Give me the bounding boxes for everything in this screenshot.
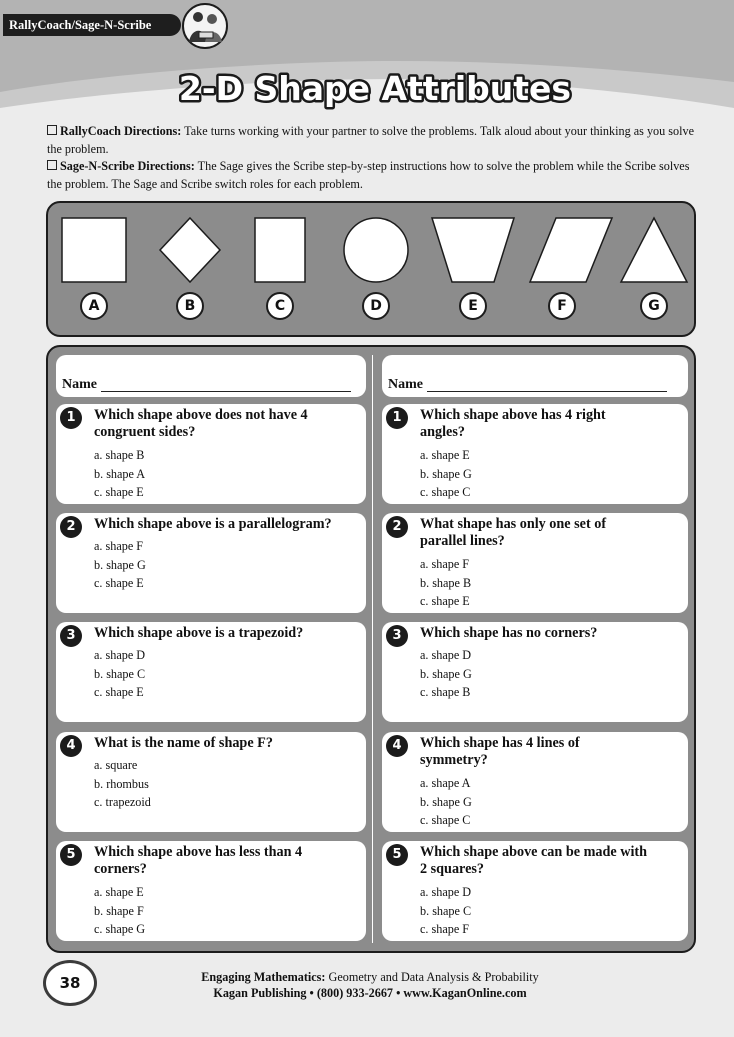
answer-options — [94, 756, 151, 812]
answer-option[interactable]: a. shape A — [420, 776, 471, 790]
answer-option[interactable]: c. shape F — [420, 922, 470, 936]
name-field-left[interactable] — [56, 355, 366, 397]
answer-options — [420, 646, 472, 702]
shapes-panel — [46, 201, 696, 337]
question-card — [56, 513, 366, 613]
question-card — [56, 404, 366, 504]
answer-option[interactable]: c. shape E — [420, 594, 470, 608]
question-number: 5 — [386, 844, 408, 866]
question-number: 4 — [386, 735, 408, 757]
answer-option[interactable]: b. shape C — [420, 903, 472, 918]
question-card — [382, 404, 688, 504]
column-divider — [372, 355, 373, 943]
sage-n-scribe-directions: Sage-N-Scribe Directions: The Sage gives the Scribe step-by-step instructions how to solve the problem while the Scribe solves the problem. The Sage and Scribe switch roles for each problem. — [47, 159, 690, 191]
answer-option[interactable]: c. shape E — [94, 685, 144, 699]
book-title: Engaging Mathematics: Geometry and Data Analysis & Probability — [201, 970, 539, 984]
answer-option[interactable]: c. shape G — [94, 922, 146, 936]
name-line — [427, 391, 667, 392]
question-text: Which shape above is a trapezoid? — [94, 625, 304, 641]
shape-label-e: E — [459, 292, 487, 320]
square-shape — [62, 218, 126, 282]
question-number: 3 — [60, 625, 82, 647]
question-text: Which shape above can be made with 2 squares? — [420, 844, 648, 877]
shape-label-f: F — [548, 292, 576, 320]
answer-option[interactable]: b. shape A — [94, 466, 146, 481]
answer-option[interactable]: c. shape B — [420, 685, 471, 699]
question-text: What is the name of shape F? — [94, 735, 273, 751]
answer-options — [420, 555, 471, 611]
answer-option[interactable]: a. square — [94, 758, 138, 772]
answer-option[interactable]: b. shape F — [94, 903, 144, 918]
question-card — [382, 841, 688, 941]
shape-label-c: C — [266, 292, 294, 320]
answer-option[interactable]: a. shape D — [94, 648, 146, 662]
question-number: 3 — [386, 625, 408, 647]
answer-option[interactable]: c. shape E — [94, 576, 144, 590]
question-text: Which shape has 4 lines of symmetry? — [420, 735, 580, 768]
question-text: Which shape above has 4 right angles? — [420, 407, 606, 440]
shape-label-b: B — [176, 292, 204, 320]
question-number: 2 — [60, 516, 82, 538]
rallycoach-directions: RallyCoach Directions: Take turns working with your partner to solve the problems. Talk aloud about your thinking as you solve the problem. — [47, 124, 694, 156]
questions-panel — [46, 345, 696, 953]
question-number: 1 — [386, 407, 408, 429]
answer-option[interactable]: b. shape G — [94, 557, 146, 572]
page-title-text: 2-D Shape Attributes — [178, 69, 572, 108]
answer-option[interactable]: a. shape F — [94, 539, 144, 553]
question-card — [56, 622, 366, 722]
answer-option[interactable]: a. shape F — [420, 557, 470, 571]
question-text: Which shape above is a parallelogram? — [94, 516, 332, 532]
answer-options — [420, 774, 472, 830]
page-title — [150, 62, 600, 112]
name-field-right[interactable] — [382, 355, 688, 397]
shape-label-g: G — [640, 292, 668, 320]
answer-option[interactable]: a. shape E — [420, 448, 470, 462]
rhombus-shape — [160, 218, 220, 282]
name-line — [101, 391, 351, 392]
people-icon — [177, 2, 233, 50]
question-number: 1 — [60, 407, 82, 429]
answer-options — [94, 446, 145, 502]
answer-option[interactable]: c. shape E — [94, 485, 144, 499]
checkbox-icon — [47, 160, 57, 170]
answer-option[interactable]: b. shape B — [420, 575, 472, 590]
question-text: What shape has only one set of parallel lines? — [420, 516, 607, 549]
question-number: 2 — [386, 516, 408, 538]
shape-label-d: D — [362, 292, 390, 320]
footer — [160, 969, 580, 1001]
question-number: 4 — [60, 735, 82, 757]
answer-option[interactable]: b. shape G — [420, 666, 472, 681]
answer-options — [94, 646, 145, 702]
answer-option[interactable]: a. shape B — [94, 448, 145, 462]
rectangle-shape — [255, 218, 305, 282]
answer-option[interactable]: c. trapezoid — [94, 795, 151, 809]
question-card — [382, 622, 688, 722]
question-number: 5 — [60, 844, 82, 866]
page-number: 38 — [43, 960, 97, 1006]
answer-option[interactable]: a. shape D — [420, 648, 472, 662]
name-label: Name — [62, 377, 97, 392]
circle-shape — [344, 218, 408, 282]
answer-options — [94, 883, 145, 939]
answer-option[interactable]: a. shape D — [420, 885, 472, 899]
question-card — [56, 841, 366, 941]
answer-options — [420, 883, 471, 939]
question-text: Which shape above has less than 4 corners? — [94, 844, 303, 877]
question-card — [382, 732, 688, 832]
name-label: Name — [388, 377, 423, 392]
answer-options — [420, 446, 472, 502]
answer-option[interactable]: b. shape G — [420, 794, 472, 809]
question-card — [382, 513, 688, 613]
answer-option[interactable]: b. shape C — [94, 666, 146, 681]
triangle-shape — [621, 218, 687, 282]
question-text: Which shape has no corners? — [420, 625, 598, 641]
answer-option[interactable]: a. shape E — [94, 885, 144, 899]
answer-option[interactable]: b. rhombus — [94, 776, 149, 791]
parallelogram-shape — [530, 218, 612, 282]
trapezoid-shape — [432, 218, 514, 282]
answer-option[interactable]: c. shape C — [420, 813, 471, 827]
shape-label-a: A — [80, 292, 108, 320]
answer-option[interactable]: c. shape C — [420, 485, 471, 499]
activity-badge: RallyCoach/Sage-N-Scribe — [3, 14, 181, 36]
question-card — [56, 732, 366, 832]
checkbox-icon — [47, 125, 57, 135]
directions — [47, 123, 699, 193]
answer-option[interactable]: b. shape G — [420, 466, 472, 481]
publisher-line: Kagan Publishing • (800) 933-2667 • www.KaganOnline.com — [213, 986, 527, 1000]
question-text: Which shape above does not have 4 congruent sides? — [94, 407, 308, 440]
answer-options — [94, 537, 146, 593]
